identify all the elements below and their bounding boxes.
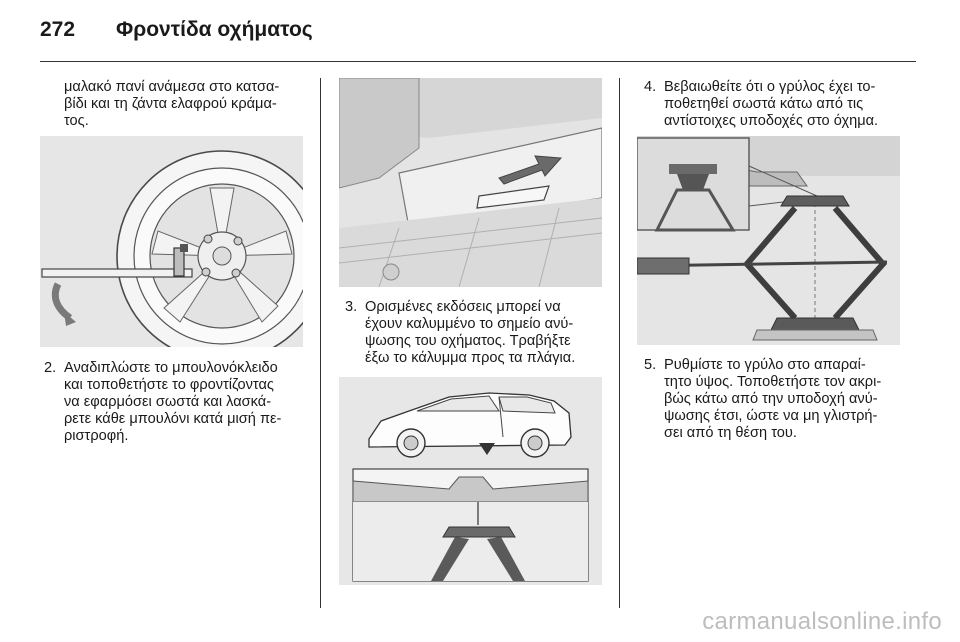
text-line: έξω το κάλυμμα προς τα πλάγια. (365, 350, 576, 366)
watermark: carmanualsonline.info (702, 608, 942, 635)
text-line: τος. (64, 113, 89, 129)
car-jack-position-illustration (339, 377, 602, 585)
step-number: 2. (44, 360, 57, 376)
text-line: και τοποθετήστε το φροντίζοντας (64, 377, 274, 393)
text-line: τητο ύψος. Τοποθετήστε τον ακρι- (664, 374, 882, 390)
text-line: έχουν καλυμμένο το σημείο ανύ- (365, 316, 574, 332)
step-number: 4. (644, 79, 657, 95)
text-line: να εφαρμόσει σωστά και λασκά- (64, 394, 272, 410)
text-line: Ρυθμίστε το γρύλο στο απαραί- (664, 357, 866, 373)
step-number: 5. (644, 357, 657, 373)
text-line: βώς κάτω από την υποδοχή ανύ- (664, 391, 878, 407)
text-line: σει από τη θέση του. (664, 425, 797, 441)
text-line: αντίστοιχες υποδοχές στο όχημα. (664, 113, 879, 129)
intro-text (64, 79, 279, 130)
page-title: Φροντίδα οχήματος (116, 18, 313, 41)
text-line: Ορισμένες εκδόσεις μπορεί να (365, 299, 561, 315)
wheel-wrench-illustration (40, 136, 303, 347)
text-line: ρετε κάθε μπουλόνι κατά μισή πε- (64, 411, 282, 427)
text-line: ψωσης του οχήματος. Τραβήξτε (365, 333, 571, 349)
scissor-jack-illustration (637, 136, 900, 345)
text-line: ριστροφή. (64, 428, 129, 444)
text-line: βίδι και τη ζάντα ελαφρού κράμα- (64, 96, 277, 112)
text-line: μαλακό πανί ανάμεσα στο κατσα- (64, 79, 280, 95)
header-divider (40, 61, 916, 62)
page-header (40, 16, 920, 60)
step-number: 3. (345, 299, 358, 315)
column-divider-1 (320, 78, 321, 608)
page-number: 272 (40, 18, 76, 41)
jacking-point-cover-illustration (339, 78, 602, 287)
text-line: Βεβαιωθείτε ότι ο γρύλος έχει το- (664, 79, 876, 95)
text-line: ψωσης έτσι, ώστε να μη γλιστρή- (664, 408, 878, 424)
text-line: Αναδιπλώστε το μπουλονόκλειδο (64, 360, 278, 376)
text-line: ποθετηθεί σωστά κάτω από τις (664, 96, 864, 112)
column-divider-2 (619, 78, 620, 608)
